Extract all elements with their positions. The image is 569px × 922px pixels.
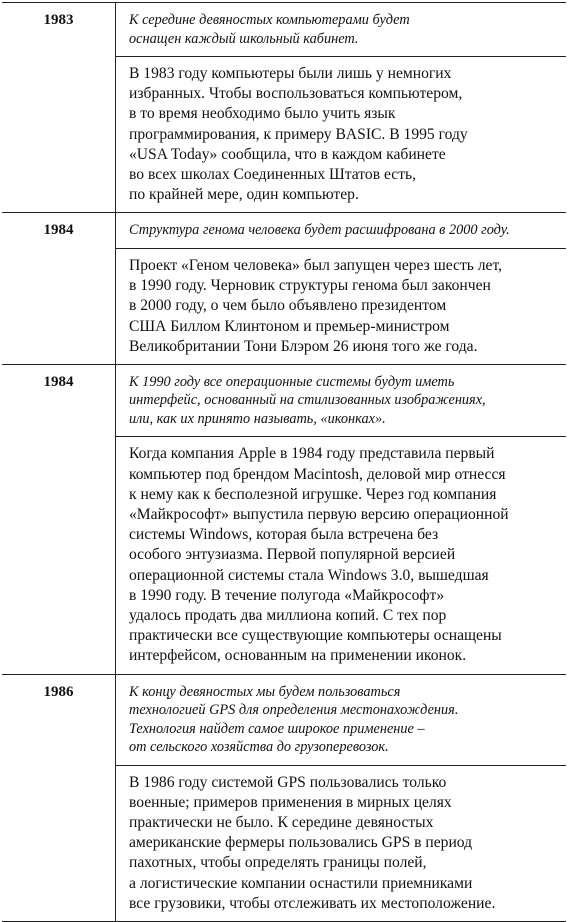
entry-content: [116, 213, 566, 364]
reality-text: Когда компания Apple в 1984 году представила первый компьютер под брендом Macintosh, деловой мир отнесся к нему как к бесполезной игрушке. Через год компания «Майкрософт» выпустила первую версию операционной системы Windows, которая была встречена без особого энтузиазма. Первой популярной версией операционной системы стала Windows 3.0, вышедшая в 1990 году. В течение полугода «Майкрософт» удалось продать два миллиона копий. С тех пор практически все существующие компьютеры оснащены интерфейсом, основанным на применении иконок.: [129, 445, 509, 665]
table-row: [2, 365, 566, 675]
prediction-text: К середине девяностых компьютерами будет оснащен каждый школьный кабинет.: [116, 3, 566, 57]
entry-content: [116, 675, 566, 921]
predictions-table: [2, 2, 566, 922]
year-cell: 1984: [2, 365, 116, 674]
table-row: [2, 675, 566, 921]
reality-text: Проект «Геном человека» был запущен через шесть лет, в 1990 году. Черновик структуры генома был закончен в 2000 году, о чем было объявлено президентом США Биллом Клинтоном и премьер-министром Великобритании Тони Блэром 26 июня того же года.: [129, 256, 503, 355]
entry-content: [116, 3, 566, 212]
table-row: [2, 3, 566, 213]
year-cell: 1986: [2, 675, 116, 921]
year-cell: 1983: [2, 3, 116, 212]
prediction-text: К 1990 году все операционные системы будут иметь интерфейс, основанный на стилизованных изображениях, или, как их принято называть, «иконках».: [116, 365, 566, 438]
reality-text: В 1986 году системой GPS пользовались только военные; примеров применения в мирных целях практически не было. К середине девяностых американские фермеры пользовались GPS в период пахотных, чтобы определять границы полей, а логистические компании оснастили приемниками все грузовики, чтобы отслеживать их местоположение.: [129, 773, 496, 912]
year-cell: 1984: [2, 213, 116, 364]
prediction-text: Структура генома человека будет расшифрована в 2000 году.: [116, 213, 566, 249]
entry-content: [116, 365, 566, 674]
prediction-text: К концу девяностых мы будем пользоваться технологией GPS для определения местонахождения. Технология найдет самое широкое применение – от сельского хозяйства до грузоперевозок.: [116, 675, 566, 766]
table-row: [2, 213, 566, 365]
reality-text: В 1983 году компьютеры были лишь у немногих избранных. Чтобы воспользоваться компьютером, в то время необходимо было учить язык программирования, к примеру BASIC. В 1995 году «USA Today» сообщила, что в каждом кабинете во всех школах Соединенных Штатов есть, по крайней мере, один компьютер.: [129, 65, 468, 204]
